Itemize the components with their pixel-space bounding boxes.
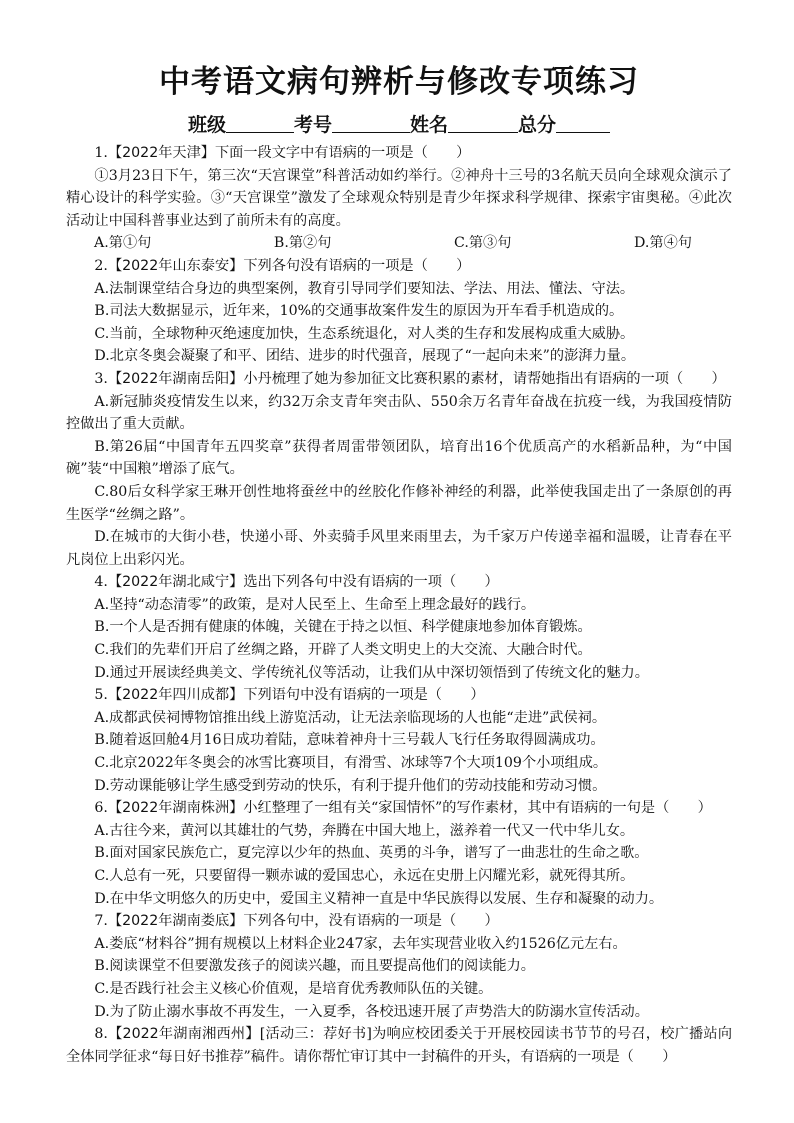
question-5 — [66, 684, 732, 797]
option-d: D.通过开展读经典美文、学传统礼仪等活动，让我们从中深切领悟到了传统文化的魅力。 — [94, 664, 649, 681]
option-a: A.古往今来，黄河以其雄壮的气势，奔腾在中国大地上，滋养着一代又一代中华儿女。 — [94, 822, 635, 839]
question-number: 4. — [94, 574, 108, 591]
question-number: 3. — [94, 370, 108, 387]
option-a: A.坚持“动态清零”的政策，是对人民至上、生命至上理念最好的践行。 — [94, 596, 536, 613]
student-info-line — [66, 110, 732, 140]
option-b: B.司法大数据显示，近年来，10%的交通事故案件发生的原因为开车看手机造成的。 — [94, 303, 624, 320]
option-d: D.为了防止溺水事故不再发生，一入夏季，各校迅速开展了声势浩大的防溺水宣传活动。 — [94, 1003, 649, 1020]
option-d: D.在城市的大街小巷，快递小哥、外卖骑手风里来雨里去，为千家万户传递幸福和温暖，让青春在平凡岗位上出彩闪光。 — [66, 529, 732, 568]
question-source: 【2022年四川成都】 — [107, 687, 244, 704]
option-c: C.我们的先辈们开启了丝绸之路，开辟了人类文明史上的大交流、大融合时代。 — [94, 642, 592, 659]
question-passage: ①3月23日下午，第三次“天宫课堂”科普活动如约举行。②神舟十三号的3名航天员向全球观众演示了精心设计的科学实验。③“天宫课堂”激发了全球观众特别是青少年探求科学规律、探索宇宙奥秘。④此次活动让中国科普事业达到了前所未有的高度。 — [66, 167, 732, 229]
exam-number-label: 考号 — [293, 114, 332, 136]
question-stem: 下列语句中没有语病的一项是（ ） — [243, 687, 485, 704]
question-source: 【2022年天津】 — [107, 145, 215, 161]
options-row — [66, 232, 732, 255]
question-stem: 下列各句没有语病的一项是（ ） — [243, 257, 471, 274]
question-7 — [66, 910, 732, 1023]
question-stem: [活动三：荐好书]为响应校团委关于开展校园读书节节的号召，校广播站向全体同学征求“每日好书推荐”稿件。请你帮忙审订其中一封稿件的开头，有语病的一项是（ ） — [66, 1026, 733, 1065]
option-c: C.是否践行社会主义核心价值观，是培育优秀教师队伍的关键。 — [94, 980, 493, 997]
question-source: 【2022年湖南株洲】 — [107, 800, 244, 817]
worksheet-page — [66, 60, 732, 1068]
question-stem: 下列各句中，没有语病的一项是（ ） — [243, 913, 499, 930]
question-6 — [66, 797, 732, 910]
question-3 — [66, 368, 732, 571]
question-source: 【2022年湖南娄底】 — [107, 913, 244, 930]
question-stem: 小丹梳理了她为参加征文比赛积累的素材，请帮她指出有语病的一项（ ） — [243, 370, 726, 387]
question-source: 【2022年湖南湘西州】 — [107, 1026, 260, 1043]
option-b: B.第26届“中国青年五四奖章”获得者周雷带领团队，培育出16个优质高产的水稻新品种，为“中国碗”装“中国粮”增添了底气。 — [66, 438, 732, 478]
question-source: 【2022年湖北咸宁】 — [107, 574, 244, 591]
score-label: 总分 — [518, 114, 557, 136]
score-blank[interactable] — [556, 112, 610, 133]
question-source: 【2022年山东泰安】 — [107, 257, 244, 274]
option-d: D.劳动课能够让学生感受到劳动的快乐，有利于提升他们的劳动技能和劳动习惯。 — [94, 777, 607, 794]
option-b: B.面对国家民族危亡，夏完淳以少年的热血、英勇的斗争，谱写了一曲悲壮的生命之歌。 — [94, 845, 649, 862]
option-a: A.成都武侯祠博物馆推出线上游览活动，让无法亲临现场的人也能“走进”武侯祠。 — [94, 709, 607, 726]
question-1 — [66, 142, 732, 255]
question-stem: 选出下列各句中没有语病的一项（ ） — [243, 574, 499, 591]
question-stem: 下面一段文字中有语病的一项是（ ） — [214, 145, 471, 161]
question-number: 6. — [94, 800, 108, 817]
question-number: 5. — [94, 687, 108, 704]
name-label: 姓名 — [410, 114, 449, 136]
option-d: D.第④句 — [634, 235, 692, 252]
question-number: 7. — [94, 913, 108, 930]
option-b: B.一个人是否拥有健康的体魄，关键在于持之以恒、科学健康地参加体育锻炼。 — [94, 619, 592, 636]
option-d: D.北京冬奥会凝聚了和平、团结、进步的时代强音，展现了“一起向未来”的澎湃力量。 — [94, 348, 636, 365]
option-c: C.人总有一死，只要留得一颗赤诚的爱国忠心，永远在史册上闪耀光彩，就死得其所。 — [94, 868, 635, 884]
class-blank[interactable] — [226, 112, 294, 133]
question-number: 8. — [94, 1026, 108, 1043]
option-b: B.第②句 — [273, 235, 332, 252]
question-2 — [66, 255, 732, 368]
question-source: 【2022年湖南岳阳】 — [107, 370, 244, 387]
page-title: 中考语文病句辨析与修改专项练习 — [159, 64, 639, 100]
class-label: 班级 — [187, 114, 226, 136]
question-stem: 小红整理了一组有关“家国情怀”的写作素材，其中有语病的一句是（ ） — [243, 800, 712, 817]
option-c: C.当前，全球物种灭绝速度加快，生态系统退化，对人类的生存和发展构成重大威胁。 — [94, 325, 635, 342]
option-b: B.随着返回舱4月16日成功着陆，意味着神舟十三号载人飞行任务取得圆满成功。 — [94, 732, 605, 749]
question-8 — [66, 1023, 732, 1068]
option-d: D.在中华文明悠久的历史中，爱国主义精神一直是中华民族得以发展、生存和凝聚的动力。 — [94, 890, 664, 907]
option-a: A.第①句 — [94, 235, 152, 252]
question-number: 1. — [94, 145, 108, 161]
exam-number-blank[interactable] — [332, 112, 410, 133]
option-a: A.娄底“材料谷”拥有规模以上材料企业247家，去年实现营业收入约1526亿元左右。 — [94, 935, 627, 952]
name-blank[interactable] — [448, 112, 518, 133]
option-b: B.阅读课堂不但要激发孩子的阅读兴趣，而且要提高他们的阅读能力。 — [94, 958, 535, 975]
question-number: 2. — [94, 257, 108, 274]
option-a: A.新冠肺炎疫情发生以来，约32万余支青年突击队、550余万名青年奋战在抗疫一线，为我国疫情防控做出了重大贡献。 — [66, 393, 732, 433]
question-4 — [66, 571, 732, 684]
option-a: A.法制课堂结合身边的典型案例，教育引导同学们要知法、学法、用法、懂法、守法。 — [94, 280, 635, 297]
option-c: C.第③句 — [454, 235, 512, 252]
option-c: C.80后女科学家王琳开创性地将蚕丝中的丝胶化作修补神经的利器，此举使我国走出了一条原创的再生医学“丝绸之路”。 — [66, 483, 732, 523]
option-c: C.北京2022年冬奥会的冰雪比赛项目，有滑雪、冰球等7个大项109个小项组成。 — [94, 755, 608, 772]
